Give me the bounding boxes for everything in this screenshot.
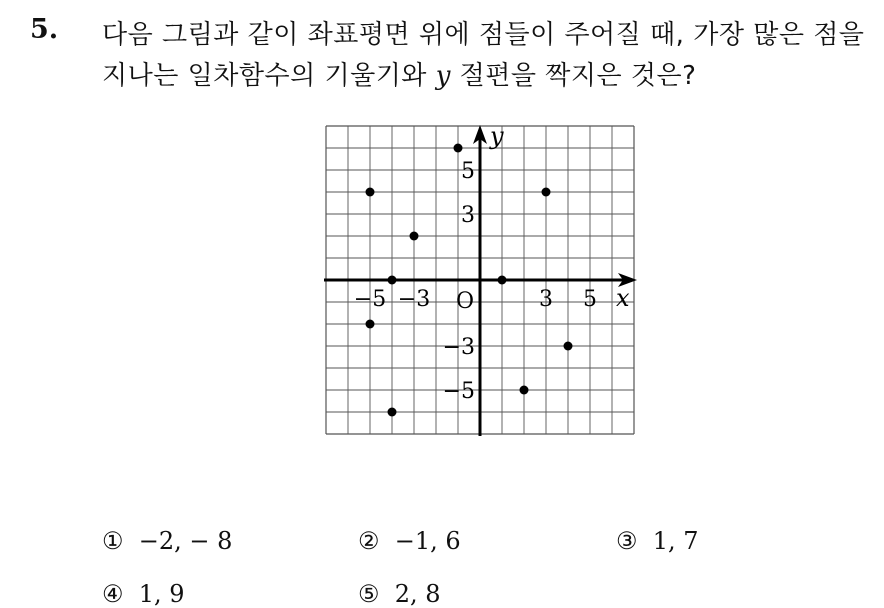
data-point: [410, 232, 419, 241]
question-text-line-2: [102, 55, 696, 92]
data-point: [366, 188, 375, 197]
question-text-part: 지나는 일차함수의 기울기와: [102, 61, 436, 91]
origin-label: O: [456, 289, 475, 314]
option-2[interactable]: [358, 527, 461, 555]
data-point: [454, 144, 463, 153]
option-text: 2, 8: [394, 580, 441, 608]
data-point: [520, 386, 529, 395]
option-text: 1, 7: [652, 527, 699, 555]
question-text-line-1: 다음 그림과 같이 좌표평면 위에 점들이 주어질 때, 가장 많은 점을: [102, 20, 865, 50]
data-point: [388, 276, 397, 285]
data-point: [564, 342, 573, 351]
option-4[interactable]: [102, 580, 185, 608]
y-tick-label: −3: [442, 335, 475, 360]
y-tick-label: −5: [442, 379, 475, 404]
y-variable: y: [435, 61, 451, 91]
option-1[interactable]: [102, 527, 232, 555]
option-3[interactable]: [616, 527, 699, 555]
y-tick-label: 5: [461, 159, 475, 184]
y-tick-label: 3: [461, 203, 475, 228]
data-point: [366, 320, 375, 329]
data-point: [498, 276, 507, 285]
x-tick-label: −5: [353, 287, 387, 312]
question-number: 5.: [30, 14, 59, 45]
option-5[interactable]: [358, 580, 441, 608]
x-tick-label: 3: [539, 287, 553, 312]
question-text-part: 절편을 짝지은 것은?: [450, 61, 697, 91]
coordinate-plane: [320, 120, 650, 450]
x-tick-label: 5: [583, 287, 597, 312]
option-text: −2, − 8: [138, 527, 233, 555]
data-point: [388, 408, 397, 417]
y-axis-label: y: [490, 122, 504, 150]
option-mark: ③: [616, 527, 638, 555]
x-tick-label: −3: [397, 287, 431, 312]
option-text: 1, 9: [138, 580, 185, 608]
x-axis-label: x: [616, 284, 630, 312]
data-point: [542, 188, 551, 197]
option-mark: ④: [102, 580, 124, 608]
option-mark: ①: [102, 527, 124, 555]
option-text: −1, 6: [394, 527, 461, 555]
option-mark: ②: [358, 527, 380, 555]
option-mark: ⑤: [358, 580, 380, 608]
